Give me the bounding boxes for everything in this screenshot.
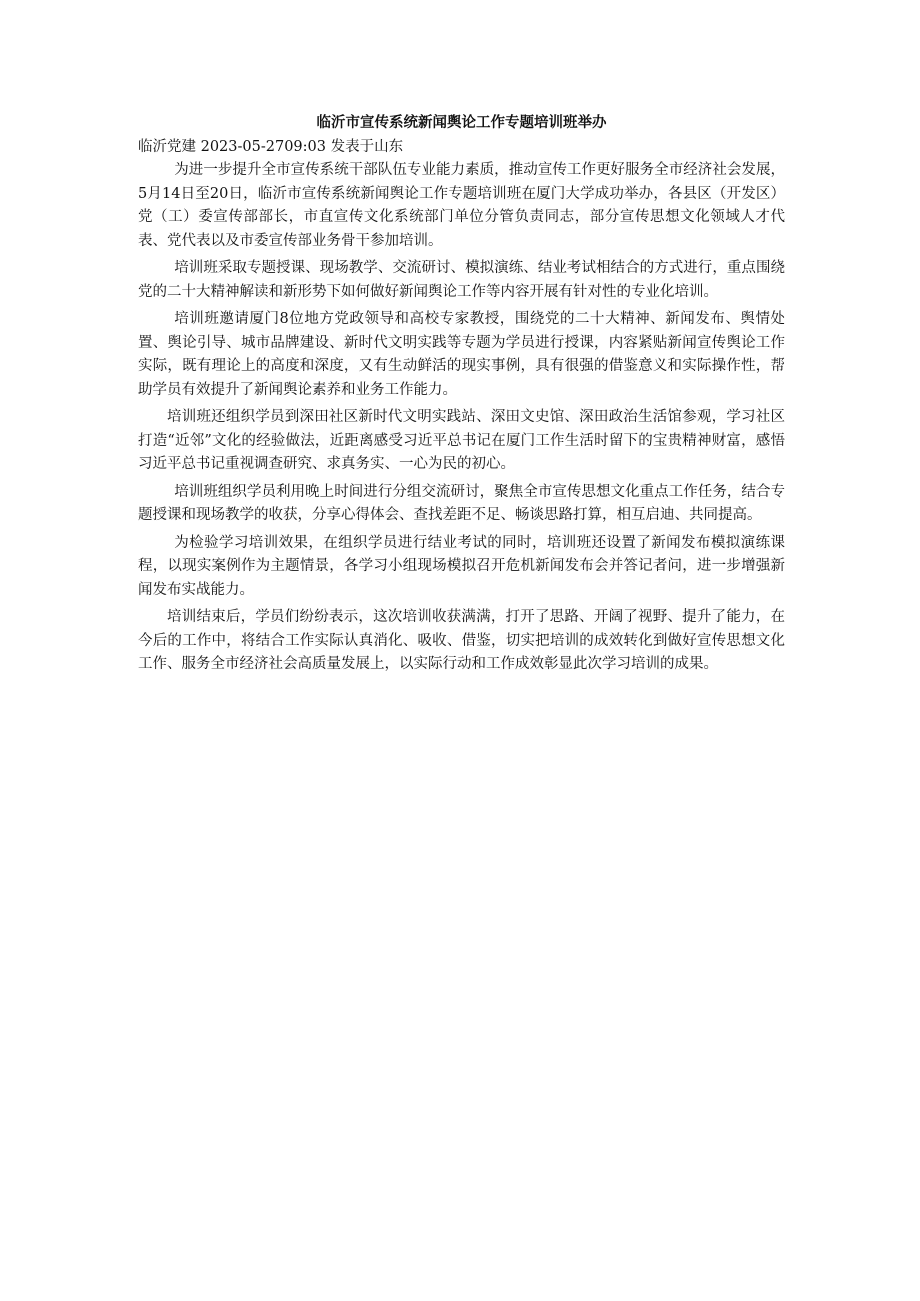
paragraph-1: 为进一步提升全市宣传系统干部队伍专业能力素质，推动宣传工作更好服务全市经济社会发展，5月14日至20日，临沂市宣传系统新闻舆论工作专题培训班在厦门大学成功举办，各县区（开发区）党（工）委宣传部部长，市直宣传文化系统部门单位分管负责同志，部分宣传思想文化领域人才代表、党代表以及市委宣传部业务骨干参加培训。 (138, 162, 785, 249)
paragraph-5: 培训班组织学员利用晚上时间进行分组交流研讨，聚焦全市宣传思想文化重点工作任务，结合专题授课和现场教学的收获，分享心得体会、查找差距不足、畅谈思路打算，相互启迪、共同提高。 (138, 483, 785, 523)
paragraph-2: 培训班采取专题授课、现场教学、交流研讨、模拟演练、结业考试相结合的方式进行，重点围绕党的二十大精神解读和新形势下如何做好新闻舆论工作等内容开展有针对性的专业化培训。 (138, 260, 785, 300)
article-title: 临沂市宣传系统新闻舆论工作专题培训班举办 (316, 115, 607, 131)
article-meta: 临沂党建 2023-05-2709:03 发表于山东 (138, 138, 404, 155)
paragraph-6: 为检验学习培训效果，在组织学员进行结业考试的同时，培训班还设置了新闻发布模拟演练课程，以现实案例作为主题情景，各学习小组现场模拟召开危机新闻发布会并答记者问，进一步增强新闻发布实战能力。 (138, 534, 785, 598)
paragraph-7: 培训结束后，学员们纷纷表示，这次培训收获满满，打开了思路、开阔了视野、提升了能力，在今后的工作中，将结合工作实际认真消化、吸收、借鉴，切实把培训的成效转化到做好宣传思想文化工作、服务全市经济社会高质量发展上，以实际行动和工作成效彰显此次学习培训的成果。 (138, 609, 785, 672)
article (138, 112, 785, 681)
paragraph-3: 培训班邀请厦门8位地方党政领导和高校专家教授，围绕党的二十大精神、新闻发布、舆情处置、舆论引导、城市品牌建设、新时代文明实践等专题为学员进行授课，内容紧贴新闻宣传舆论工作实际，既有理论上的高度和深度，又有生动鲜活的现实事例，具有很强的借鉴意义和实际操作性，帮助学员有效提升了新闻舆论素养和业务工作能力。 (138, 311, 785, 398)
paragraph-4: 培训班还组织学员到深田社区新时代文明实践站、深田文史馆、深田政治生活馆参观，学习社区打造“近邻”文化的经验做法，近距离感受习近平总书记在厦门工作生活时留下的宝贵精神财富，感悟习近平总书记重视调查研究、求真务实、一心为民的初心。 (138, 409, 785, 472)
